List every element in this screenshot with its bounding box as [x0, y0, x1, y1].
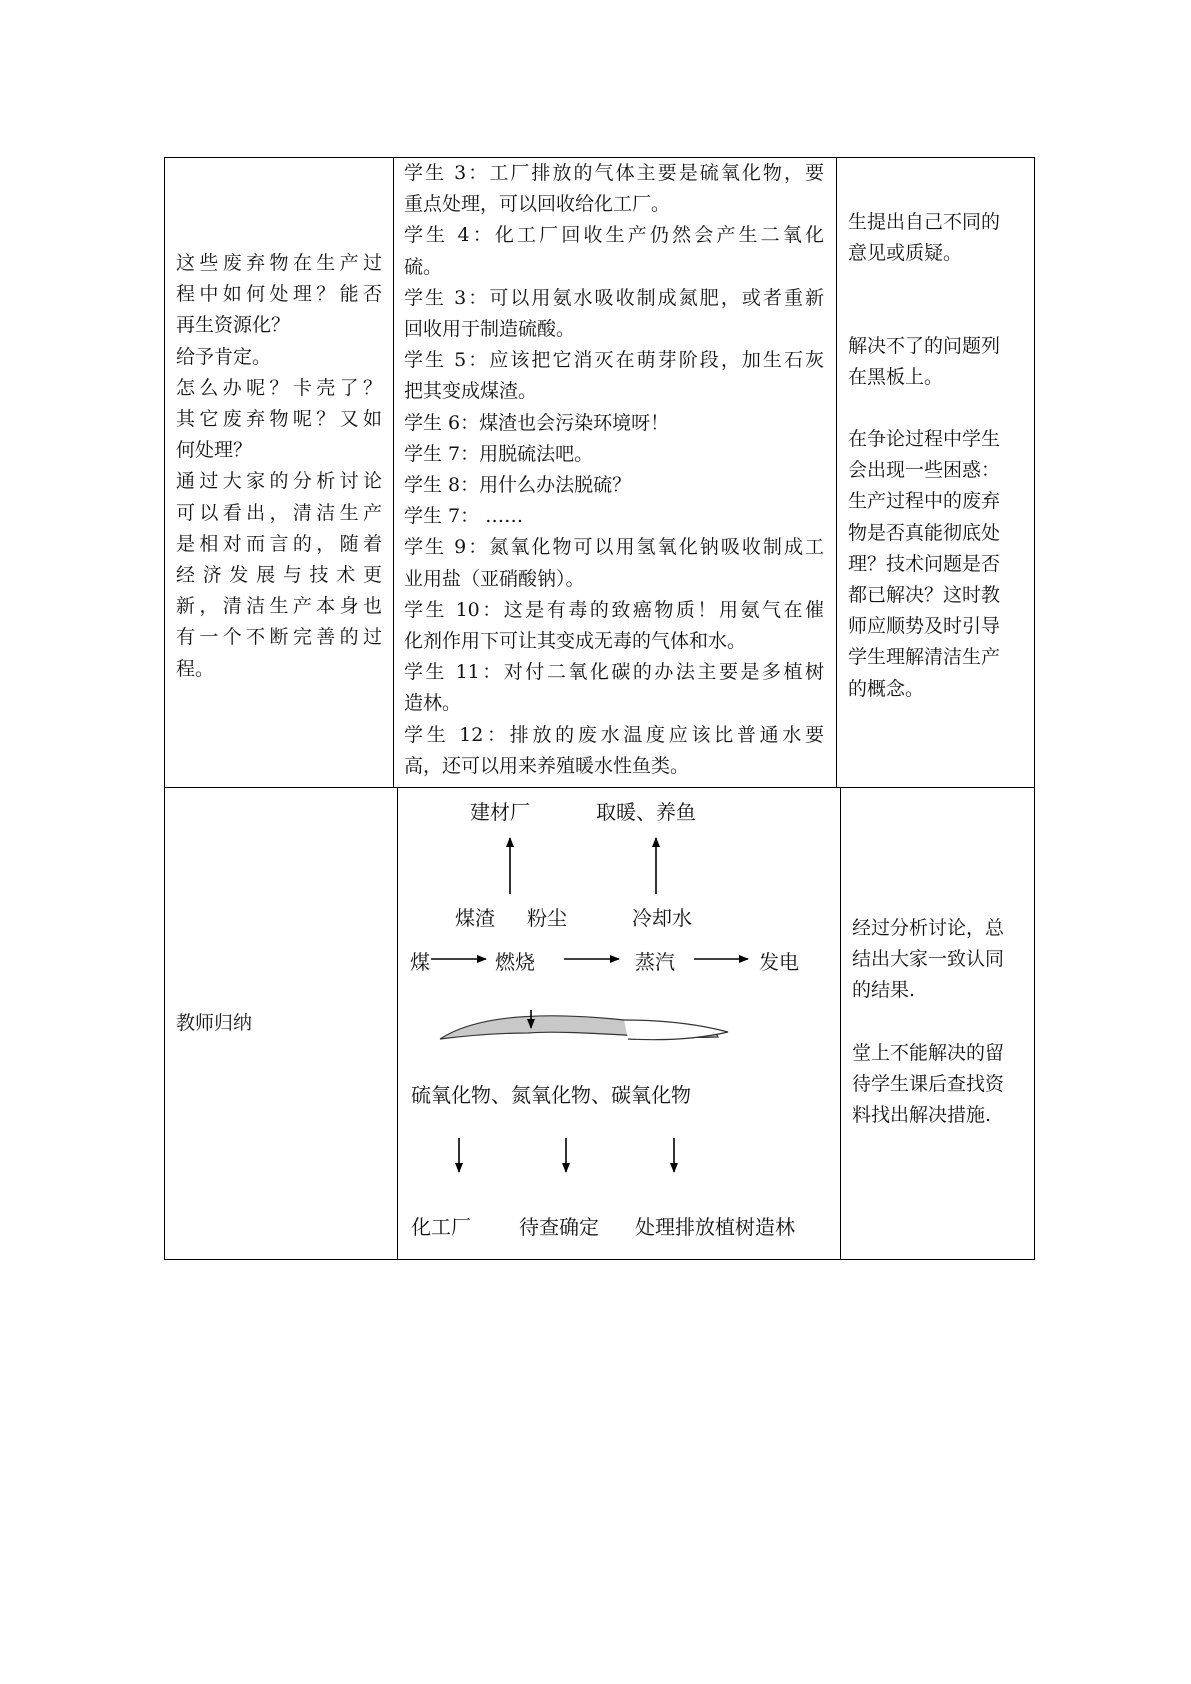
text-line: 堂上不能解决的留	[852, 1042, 1005, 1064]
label-coal: 煤	[410, 950, 430, 974]
table-border-right	[1034, 157, 1035, 1260]
text-line: 其它废弃物呢？又如	[176, 408, 382, 431]
text-line: 学生 5：应该把它消灭在萌芽阶段，加生石灰	[404, 349, 824, 372]
text-line: 都已解决？这时教	[848, 584, 1001, 607]
text-line: 学生 4：化工厂回收生产仍然会产生二氧化	[404, 224, 824, 247]
column-divider-2-row1	[836, 157, 837, 788]
text-line: 业用盐（亚硝酸钠）。	[404, 567, 585, 590]
text-line: 在黑板上。	[848, 366, 944, 389]
text-line: 在争论过程中学生	[848, 428, 1001, 450]
text-line: 理？技术问题是否	[848, 552, 1001, 575]
text-line: 重点处理，可以回收给化工厂。	[404, 193, 671, 216]
label-combustion: 燃烧	[495, 950, 535, 974]
text-line: 的概念。	[848, 677, 925, 700]
label-dust: 粉尘	[527, 906, 567, 930]
column-divider-1-row1	[393, 157, 394, 788]
label-oxides: 硫氧化物、氮氧化物、碳氧化物	[411, 1083, 691, 1107]
text-line: 何处理？	[176, 439, 253, 462]
text-line: 把其变成煤渣。	[404, 380, 538, 403]
design-notes-cell-b	[848, 331, 1024, 393]
text-line: 会出现一些困惑：	[848, 459, 1001, 482]
text-line: 可以看出，清洁生产	[176, 501, 382, 524]
text-line: 是相对而言的，随着	[176, 532, 382, 555]
text-line: 再生资源化？	[176, 314, 291, 337]
design-notes-cell-a	[848, 207, 1024, 269]
text-line: 程中如何处理？能否	[176, 283, 382, 306]
text-line: 学生理解清洁生产	[848, 646, 1001, 669]
text-line: 通过大家的分析讨论	[176, 470, 382, 493]
text-line: 硫。	[404, 255, 443, 278]
text-line: 学生 3：工厂排放的气体主要是硫氧化物，要	[404, 162, 824, 184]
text-line: 教师归纳	[176, 1012, 253, 1034]
text-line: 学生 9：氮氧化物可以用氢氧化钠吸收制成工	[404, 536, 824, 559]
text-line: 物是否真能彻底处	[848, 521, 1001, 544]
label-steam: 蒸汽	[635, 950, 675, 974]
teacher-summary-label	[176, 1008, 252, 1039]
text-line: 学生 8：用什么办法脱硫？	[404, 474, 632, 497]
text-line: 学生 11：对付二氧化碳的办法主要是多植树	[404, 661, 824, 684]
flow-diagram-arrows	[398, 788, 840, 1259]
text-line: 学生 10：这是有毒的致癌物质！用氨气在催	[404, 598, 824, 621]
flow-diagram	[398, 788, 840, 1259]
text-line: 经过分析讨论，总	[852, 917, 1005, 939]
text-line: 结出大家一致认同	[852, 948, 1005, 971]
text-line: 这些废弃物在生产过	[176, 252, 382, 274]
text-line: 待学生课后查找资	[852, 1073, 1005, 1096]
text-line: 意见或质疑。	[848, 242, 963, 265]
column-divider-2-row2	[840, 787, 841, 1260]
label-cinder: 煤渣	[455, 906, 495, 930]
table-border-bottom	[164, 1259, 1035, 1260]
text-line: 程。	[176, 657, 215, 680]
student-discussion-cell	[404, 158, 824, 782]
text-line: 怎么办呢？卡壳了？	[176, 376, 382, 399]
text-line: 造林。	[404, 692, 462, 715]
text-line: 给予肯定。	[176, 345, 272, 368]
text-line: 生提出自己不同的	[848, 211, 1001, 233]
summary-notes-cell-a	[852, 913, 1028, 1007]
label-pending: 待查确定	[519, 1215, 599, 1239]
text-line: 学生 6：煤渣也会污染环境呀！	[404, 411, 670, 434]
text-line: 的结果.	[852, 979, 916, 1002]
text-line: 学生 7：用脱硫法吧。	[404, 442, 594, 465]
label-treatment: 处理排放植树造林	[635, 1215, 795, 1239]
label-power: 发电	[759, 950, 799, 974]
text-line: 解决不了的问题列	[848, 335, 1001, 357]
text-line: 师应顺势及时引导	[848, 615, 1001, 638]
text-line: 料找出解决措施.	[852, 1104, 992, 1127]
text-line: 经济发展与技术更	[176, 564, 382, 587]
text-line: 学生 12：排放的废水温度应该比普通水要	[404, 723, 824, 746]
table-border-left	[164, 157, 165, 1260]
teacher-questions-cell	[176, 248, 382, 685]
label-cooling-water: 冷却水	[632, 906, 692, 930]
design-notes-cell-c	[848, 424, 1024, 705]
summary-notes-cell-b	[852, 1038, 1028, 1132]
label-building-material-factory: 建材厂	[470, 800, 530, 824]
text-line: 回收用于制造硫酸。	[404, 318, 576, 341]
text-line: 高，还可以用来养殖暖水性鱼类。	[404, 754, 690, 777]
text-line: 新，清洁生产本身也	[176, 595, 382, 618]
label-chemical-plant: 化工厂	[411, 1215, 471, 1239]
text-line: 有一个不断完善的过	[176, 626, 382, 649]
text-line: 化剂作用下可让其变成无毒的气体和水。	[404, 630, 747, 653]
label-heating-fish: 取暖、养鱼	[596, 800, 696, 824]
text-line: 生产过程中的废弃	[848, 490, 1001, 513]
text-line: 学生 7： ……	[404, 505, 524, 528]
text-line: 学生 3：可以用氨水吸收制成氮肥，或者重新	[404, 286, 824, 309]
